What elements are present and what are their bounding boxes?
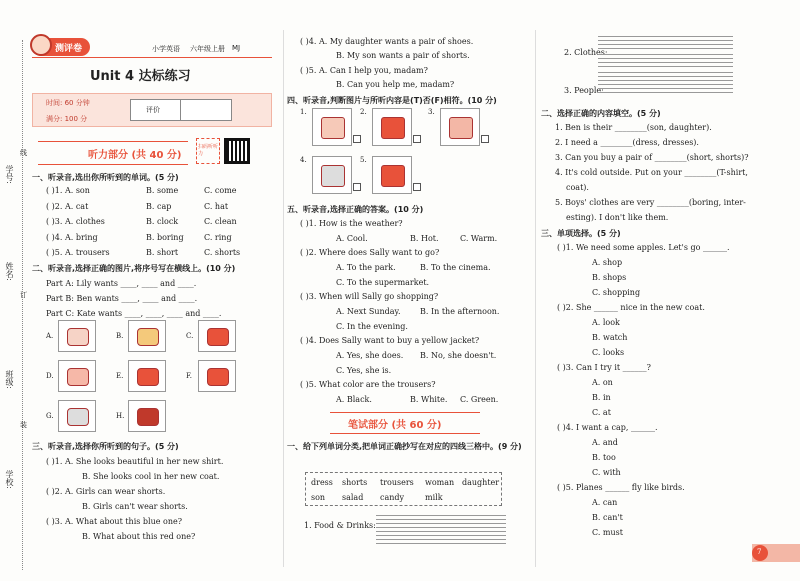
page-number: 7 — [757, 548, 762, 556]
qr-caption: 扫码听听力 — [198, 144, 219, 157]
fill-sentence: 1. Ben is their ________(son, daughter). — [555, 123, 712, 132]
eval-label: 评价 — [146, 106, 160, 114]
word-choice-row: ( )3. A. clothes — [46, 217, 105, 226]
listening-title: 听力部分 (共 40 分) — [88, 150, 182, 161]
sentence-option-b: B. What about this red one? — [82, 532, 196, 541]
writing-line[interactable] — [598, 44, 733, 45]
tf-picture — [440, 108, 480, 146]
class-label: 班级: — [5, 370, 14, 389]
choice-question: ( )5. Planes ______ fly like birds. — [557, 483, 685, 492]
writing-line[interactable] — [376, 539, 506, 540]
answer-option: A. Cool. — [336, 234, 368, 243]
clothing-icon — [137, 328, 159, 346]
qr-code-icon[interactable] — [224, 138, 250, 164]
clothing-picture — [58, 320, 96, 352]
section-3-title: 三、听录音,选择你所听到的句子。(5 分) — [32, 442, 179, 451]
picture-label: G. — [46, 412, 54, 420]
writing-line[interactable] — [376, 543, 506, 544]
tf-picture — [312, 108, 352, 146]
tf-picture-icon — [381, 165, 405, 187]
cut-mark-2: 订 — [20, 291, 27, 299]
writing-line[interactable] — [598, 40, 733, 41]
answer-option: A. Yes, she does. — [336, 351, 404, 360]
clothing-icon — [67, 368, 89, 386]
answer-option: C. To the supermarket. — [336, 278, 430, 287]
answer-option: B. White. — [410, 395, 448, 404]
word-choice-row: ( )2. A. cat — [46, 201, 89, 211]
answer-option: A. Black. — [336, 395, 372, 404]
writing-line[interactable] — [376, 531, 506, 532]
tf-picture — [372, 156, 412, 194]
mascot-icon — [30, 34, 52, 56]
word-choice-row: ( )1. A. son — [46, 186, 90, 195]
answer-option: C. Yes, she is. — [336, 366, 392, 375]
clothes-label: 2. Clothes: — [564, 48, 608, 57]
tf-picture-icon — [321, 165, 345, 187]
fill-sentence: 2. I need a ________(dress, dresses). — [555, 138, 699, 147]
writing-line[interactable] — [376, 523, 506, 524]
written-title: 笔试部分 (共 60 分) — [348, 420, 442, 431]
word-choice-b: B. clock — [146, 217, 179, 226]
time-limit: 时间: 60 分钟 — [46, 99, 90, 107]
answer-option: B. Hot. — [410, 234, 439, 243]
choice-question: ( )3. Can I try it ______? — [557, 363, 651, 372]
choice-option: B. too — [592, 453, 616, 462]
tf-answer-box[interactable] — [481, 135, 489, 143]
choice-question: ( )1. We need some apples. Let's go ______. — [557, 243, 730, 252]
clothing-picture — [58, 400, 96, 432]
total-score: 满分: 100 分 — [46, 115, 88, 123]
tf-picture — [312, 156, 352, 194]
word-choice-b: B. some — [146, 186, 179, 195]
picture-label: A. — [46, 332, 54, 340]
q5-a: ( )5. A. Can I help you, madam? — [300, 66, 428, 75]
choice-option: A. on — [592, 378, 613, 387]
clothing-icon — [137, 368, 159, 386]
sentence-option-b: B. Girls can't wear shorts. — [82, 502, 188, 511]
writing-line[interactable] — [598, 72, 733, 73]
section-2-title: 二、听录音,选择正确的图片,将序号写在横线上。(10 分) — [32, 264, 236, 273]
q4-b: B. My son wants a pair of shorts. — [336, 51, 470, 60]
part-c: Part C: Kate wants ____, ____, ____ and ____. — [46, 309, 222, 318]
badge-label: 测评卷 — [55, 44, 83, 54]
choice-option: A. look — [592, 318, 620, 327]
listening-question: ( )1. How is the weather? — [300, 219, 403, 228]
listening-question: ( )4. Does Sally want to buy a yellow jacket? — [300, 336, 480, 345]
choice-option: C. with — [592, 468, 621, 477]
picture-label: B. — [116, 332, 124, 340]
word-choice-c: C. clean — [204, 217, 237, 226]
section-1-title: 一、听录音,选出你所听到的单词。(5 分) — [32, 173, 179, 182]
tf-picture-label: 5. — [360, 156, 367, 164]
clothing-picture — [198, 360, 236, 392]
tf-answer-box[interactable] — [353, 135, 361, 143]
page-title: Unit 4 达标练习 — [90, 69, 191, 84]
writing-line[interactable] — [598, 84, 733, 85]
people-label: 3. People: — [564, 86, 604, 95]
writing-line[interactable] — [376, 527, 506, 528]
clothing-icon — [67, 408, 89, 426]
word-choice-row: ( )4. A. bring — [46, 232, 98, 242]
word-bank-item: trousers — [380, 478, 414, 487]
sentence-option-a: ( )2. A. Girls can wear shorts. — [46, 487, 166, 496]
writing-line[interactable] — [598, 54, 733, 55]
tf-answer-box[interactable] — [353, 183, 361, 191]
choice-option: C. shopping — [592, 288, 641, 297]
choice-option: A. and — [592, 438, 618, 447]
food-drinks-label: 1. Food & Drinks: — [304, 521, 376, 530]
tf-picture-label: 3. — [428, 108, 435, 116]
tf-picture-icon — [321, 117, 345, 139]
writing-line[interactable] — [598, 58, 733, 59]
id-label: 学号: — [5, 165, 14, 184]
writing-line[interactable] — [598, 48, 733, 49]
writing-line[interactable] — [598, 36, 733, 37]
writing-line[interactable] — [598, 62, 733, 63]
tf-picture-icon — [449, 117, 473, 139]
fill-sentence: 3. Can you buy a pair of ________(short, shorts)? — [555, 153, 749, 162]
picture-label: E. — [116, 372, 124, 380]
writing-line[interactable] — [598, 88, 733, 89]
answer-option: B. In the afternoon. — [420, 307, 500, 316]
tf-picture-label: 4. — [300, 156, 307, 164]
part-a: Part A: Lily wants ____, ____ and ____. — [46, 279, 197, 288]
listening-question: ( )3. When will Sally go shopping? — [300, 292, 439, 301]
answer-option: B. No, she doesn't. — [420, 351, 497, 360]
word-choice-c: C. come — [204, 186, 237, 195]
word-bank-item: daughter — [462, 478, 500, 487]
choice-option: C. at — [592, 408, 611, 417]
word-choice-c: C. shorts — [204, 248, 241, 257]
tf-answer-box[interactable] — [413, 135, 421, 143]
word-bank-item: woman — [425, 478, 455, 487]
word-bank-item: shorts — [342, 478, 368, 487]
fill-sentence: 5. Boys' clothes are very ________(boring, inter- — [555, 198, 746, 207]
fill-sentence: 4. It's cold outside. Put on your ________(T-shirt, — [555, 168, 748, 177]
choice-option: C. must — [592, 528, 623, 537]
tf-picture-icon — [381, 117, 405, 139]
writing-line[interactable] — [376, 519, 506, 520]
cut-mark-3: 装 — [20, 421, 27, 429]
word-choice-b: B. cap — [146, 201, 172, 211]
writing-line[interactable] — [598, 80, 733, 81]
answer-option: A. To the park. — [336, 263, 396, 272]
word-bank-item: milk — [425, 493, 443, 502]
tf-picture-label: 2. — [360, 108, 367, 116]
answer-option: C. Warm. — [460, 234, 498, 243]
writing-line[interactable] — [598, 66, 733, 67]
answer-option: C. In the evening. — [336, 322, 408, 331]
word-choice-c: C. ring — [204, 232, 232, 242]
part-b: Part B: Ben wants ____, ____ and ____. — [46, 294, 198, 303]
word-choice-b: B. short — [146, 248, 179, 257]
clothing-picture — [128, 360, 166, 392]
choice-question: ( )4. I want a cap, ______. — [557, 423, 658, 432]
tf-answer-box[interactable] — [413, 183, 421, 191]
sentence-option-a: ( )3. A. What about this blue one? — [46, 517, 183, 526]
q5-b: B. Can you help me, madam? — [336, 80, 455, 89]
answer-option: A. Next Sunday. — [336, 307, 401, 316]
clothing-picture — [198, 320, 236, 352]
clothing-picture — [58, 360, 96, 392]
clothing-picture — [128, 400, 166, 432]
word-choice-row: ( )5. A. trousers — [46, 248, 110, 257]
writing-line[interactable] — [376, 535, 506, 536]
choice-option: B. in — [592, 393, 611, 402]
writing-line[interactable] — [376, 515, 506, 516]
grade: 六年级上册 — [190, 45, 225, 53]
picture-label: H. — [116, 412, 125, 420]
listening-question: ( )5. What color are the trousers? — [300, 380, 436, 389]
word-bank-item: salad — [342, 493, 364, 502]
edition: MJ — [232, 44, 241, 52]
listening-question: ( )2. Where does Sally want to go? — [300, 248, 440, 257]
choice-option: A. can — [592, 498, 618, 507]
writing-line[interactable] — [598, 92, 733, 93]
section-5-title: 五、听录音,选择正确的答案。(10 分) — [287, 205, 424, 214]
cut-mark-1: 线 — [20, 149, 27, 157]
choice-option: B. can't — [592, 513, 623, 522]
answer-option: C. Green. — [460, 395, 499, 404]
answer-option: B. To the cinema. — [420, 263, 491, 272]
clothing-icon — [137, 408, 159, 426]
right-section-2-title: 二、选择正确的内容填空。(5 分) — [541, 109, 661, 118]
tf-picture-label: 1. — [300, 108, 307, 116]
choice-option: A. shop — [592, 258, 623, 267]
choice-option: C. looks — [592, 348, 625, 357]
picture-label: F. — [186, 372, 192, 380]
fill-sentence: coat). — [566, 183, 589, 192]
choice-option: B. watch — [592, 333, 628, 342]
choice-option: B. shops — [592, 273, 627, 282]
sentence-option-b: B. She looks cool in her new coat. — [82, 472, 220, 481]
right-section-3-title: 三、单项选择。(5 分) — [541, 229, 621, 238]
written-1-title: 一、给下列单词分类,把单词正确抄写在对应的四线三格中。(9 分) — [287, 442, 522, 451]
tf-picture — [372, 108, 412, 146]
subject: 小学英语 — [152, 45, 180, 53]
picture-label: D. — [46, 372, 54, 380]
word-bank-item: candy — [380, 493, 405, 502]
writing-line[interactable] — [598, 76, 733, 77]
sentence-option-a: ( )1. A. She looks beautiful in her new shirt. — [46, 457, 224, 466]
school-label: 学校: — [5, 470, 14, 489]
fill-sentence: esting). I don't like them. — [566, 213, 669, 222]
clothing-icon — [207, 368, 229, 386]
clothing-picture — [128, 320, 166, 352]
picture-label: C. — [186, 332, 194, 340]
clothing-icon — [67, 328, 89, 346]
word-bank-item: dress — [311, 478, 333, 487]
clothing-icon — [207, 328, 229, 346]
word-choice-c: C. hat — [204, 201, 229, 211]
choice-question: ( )2. She ______ nice in the new coat. — [557, 303, 705, 312]
word-choice-b: B. boring — [146, 232, 184, 242]
word-bank-item: son — [311, 493, 326, 502]
q4-a: ( )4. A. My daughter wants a pair of shoes. — [300, 37, 474, 46]
section-4-title: 四、听录音,判断图片与所听内容是(T)否(F)相符。(10 分) — [287, 96, 497, 105]
name-label: 姓名: — [5, 262, 14, 281]
